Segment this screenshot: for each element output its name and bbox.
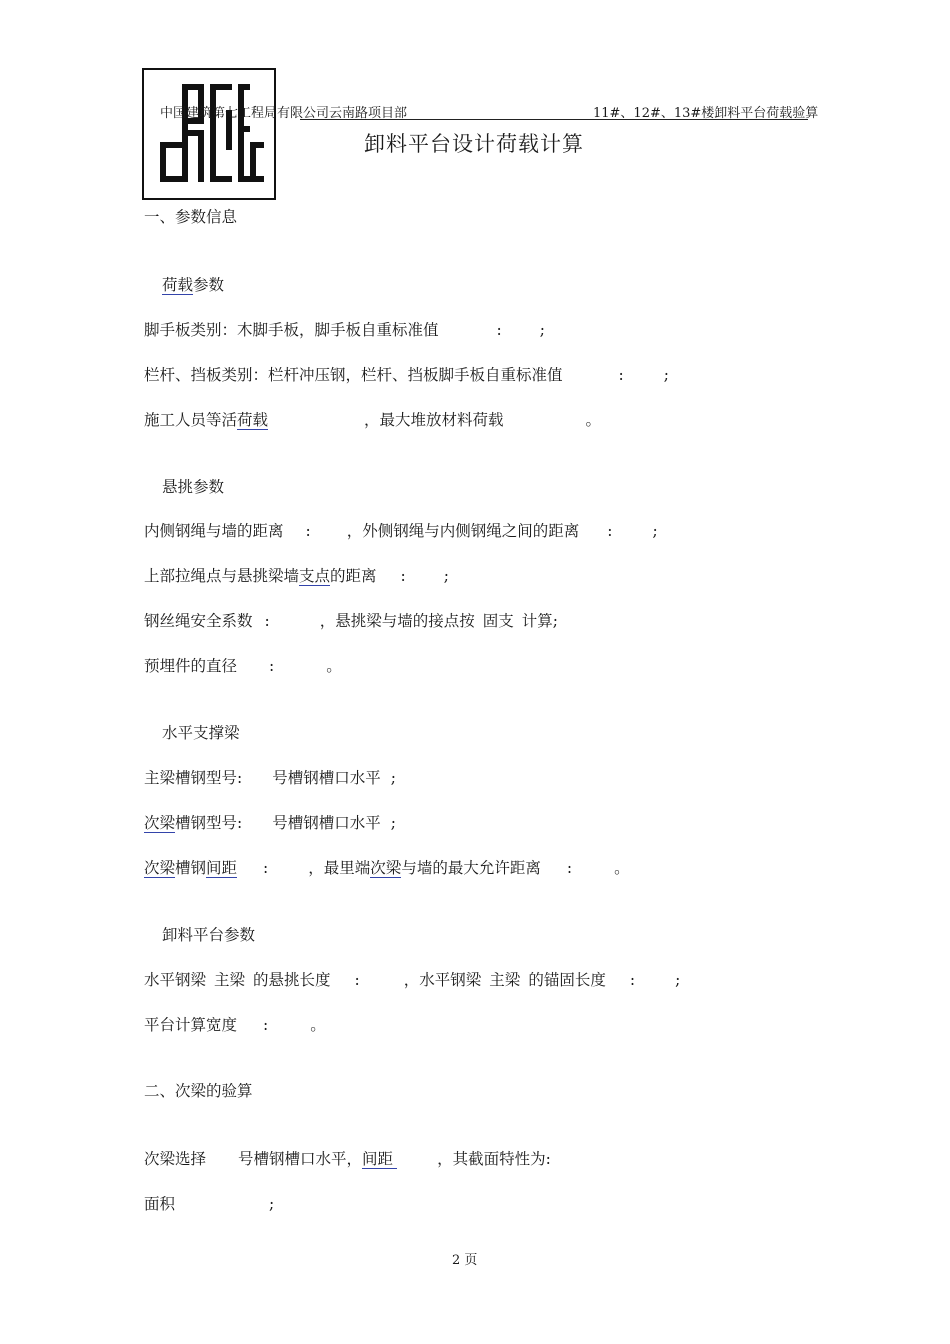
subheading-horizontal-beam: 水平支撑梁 <box>162 724 240 742</box>
spacing-end: 。 <box>614 859 630 877</box>
secondary-beam-link[interactable]: 次梁 <box>144 814 176 832</box>
load-heading-rest: 参数 <box>193 276 225 294</box>
railing-semi: ; <box>663 366 669 384</box>
header-rule <box>300 119 808 120</box>
spacing-b: ，最里端 <box>308 859 371 877</box>
embedded-diameter-colon: : <box>269 657 275 675</box>
line-secondary-beam-spacing <box>144 856 630 878</box>
spacing-secondary-beam-link[interactable]: 次梁 <box>144 859 176 877</box>
beam-select-a: 次梁选择 <box>144 1150 207 1168</box>
line-main-beam-type <box>144 766 396 788</box>
load-link[interactable]: 荷载 <box>162 276 194 294</box>
railing-colon: : <box>618 366 624 384</box>
tie-point-colon: : <box>400 567 406 585</box>
safety-factor-d: 计算; <box>521 612 559 630</box>
secondary-beam-type-a: 槽钢型号: <box>175 814 243 832</box>
line-secondary-beam-select <box>144 1147 551 1169</box>
rope-distance-a: 内侧钢绳与墙的距离 <box>144 522 284 540</box>
beam-select-b: 号槽钢槽口水平 <box>238 1150 347 1168</box>
spacing-a: 槽钢 <box>175 859 207 877</box>
platform-width-end: 。 <box>310 1016 326 1034</box>
line-safety-factor <box>144 609 558 631</box>
secondary-beam-type-b: 号槽钢槽口水平 <box>272 814 381 832</box>
main-beam-type-semi: ; <box>390 769 396 787</box>
embedded-diameter-end: 。 <box>326 657 342 675</box>
rope-distance-b: ，外侧钢绳与内侧钢绳之间的距离 <box>346 522 580 540</box>
line-workers <box>144 408 601 430</box>
railing-text: 栏杆、挡板类别：栏杆冲压钢，栏杆、挡板脚手板自重标准值 <box>144 366 563 384</box>
safety-factor-b: ，悬挑梁与墙的接点按 <box>319 612 475 630</box>
safety-factor-a: 钢丝绳安全系数 <box>144 612 253 630</box>
spacing-c: 与墙的最大允许距离 <box>401 859 541 877</box>
line-cantilever-length <box>144 968 680 990</box>
platform-width-colon: : <box>263 1016 269 1034</box>
scaffold-board-semi: ; <box>539 321 545 339</box>
section-heading-params: 一、参数信息 <box>144 208 238 226</box>
main-beam-type-a: 主梁槽钢型号: <box>144 769 243 787</box>
platform-e: 主梁 <box>489 971 521 989</box>
platform-colon2: : <box>629 971 636 989</box>
secondary-beam-type-semi: ; <box>390 814 396 832</box>
cscec-logo-icon <box>144 70 274 198</box>
line-scaffold-board <box>144 318 545 340</box>
header-doc-ref: 11#、12#、13#楼卸料平台荷载验算 <box>593 106 819 121</box>
subheading-load <box>162 273 224 295</box>
platform-f: 的锚固长度 <box>528 971 606 989</box>
spacing-colon2: : <box>566 859 573 877</box>
spacing-colon1: : <box>263 859 269 877</box>
page-number: 2 页 <box>452 1253 478 1268</box>
rope-distance-colon1: : <box>305 522 311 540</box>
company-logo <box>142 68 276 200</box>
workers-load-link[interactable]: 荷载 <box>237 411 269 429</box>
workers-post: ，最大堆放材料荷载 <box>364 411 504 429</box>
platform-b: 主梁 <box>214 971 246 989</box>
subheading-platform: 卸料平台参数 <box>162 926 256 944</box>
rope-distance-colon2: : <box>607 522 613 540</box>
line-embedded-diameter <box>144 654 342 676</box>
beam-select-spacing-link[interactable]: 间距 <box>362 1150 397 1169</box>
area-semi: ; <box>269 1195 275 1213</box>
main-beam-type-b: 号槽钢槽口水平 <box>272 769 381 787</box>
line-tie-point <box>144 564 449 586</box>
embedded-diameter-a: 预埋件的直径 <box>144 657 238 675</box>
platform-width-a: 平台计算宽度 <box>144 1016 238 1034</box>
workers-end: 。 <box>585 411 602 429</box>
safety-factor-colon: : <box>264 612 270 630</box>
scaffold-board-text: 脚手板类别：木脚手板，脚手板自重标准值 <box>144 321 439 339</box>
subheading-cantilever: 悬挑参数 <box>162 478 225 496</box>
line-rope-distance <box>144 519 658 541</box>
line-area <box>144 1192 274 1214</box>
tie-point-b: 的距离 <box>330 567 377 585</box>
scaffold-board-colon: : <box>496 321 502 339</box>
safety-factor-c: 固支 <box>482 612 514 630</box>
tie-point-semi: ; <box>443 567 450 585</box>
area-label: 面积 <box>144 1195 176 1213</box>
line-secondary-beam-type <box>144 811 396 833</box>
spacing-innermost-beam-link[interactable]: 次梁 <box>370 859 402 877</box>
platform-colon1: : <box>354 971 360 989</box>
line-railing <box>144 363 669 385</box>
spacing-link[interactable]: 间距 <box>206 859 238 877</box>
platform-d: ，水平钢梁 <box>403 971 482 989</box>
header-company: 中国建筑第七工程局有限公司云南路项目部 <box>160 106 408 121</box>
tie-point-a: 上部拉绳点与悬挑梁墙 <box>144 567 300 585</box>
beam-select-c: ，其截面特性为: <box>437 1150 551 1168</box>
workers-pre: 施工人员等活 <box>144 411 238 429</box>
section-heading-secondary-beam: 二、次梁的验算 <box>144 1082 253 1100</box>
tie-point-support-link[interactable]: 支点 <box>299 567 331 585</box>
beam-select-comma: ， <box>346 1150 363 1168</box>
line-platform-width <box>144 1013 326 1035</box>
platform-c: 的悬挑长度 <box>253 971 331 989</box>
document-title: 卸料平台设计荷载计算 <box>364 132 584 156</box>
platform-a: 水平钢梁 <box>144 971 207 989</box>
rope-distance-semi: ; <box>652 522 658 540</box>
platform-semi: ; <box>675 971 681 989</box>
